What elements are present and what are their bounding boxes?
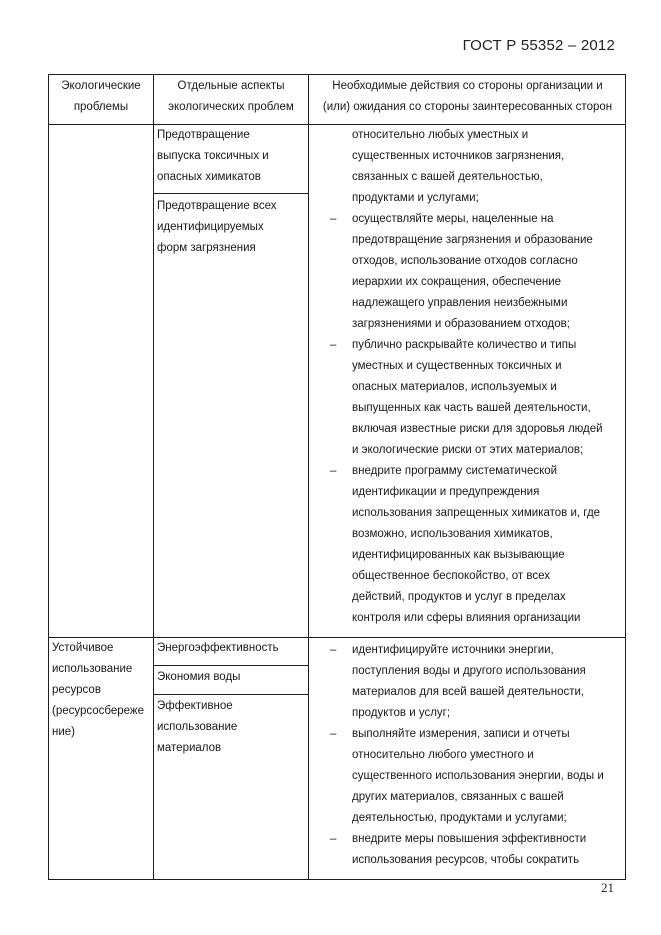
- list-bullet: –: [330, 213, 337, 225]
- issue-cell: Устойчивое использование ресурсов (ресурсосбереже ние): [52, 642, 145, 738]
- aspect-divider: [153, 694, 308, 695]
- action-continuation: относительно любых уместных и существенных источников загрязнения, связанных с вашей деятельностью, продуктами и услугами;: [352, 129, 565, 204]
- action-item: выполняйте измерения, записи и отчеты относительно любого уместного и существенного использования энергии, воды и других материалов, связанных с вашей деятельностью, продуктами и услугами;: [352, 728, 604, 824]
- document-standard-id: ГОСТ Р 55352 – 2012: [462, 37, 615, 54]
- list-bullet: –: [330, 833, 337, 845]
- action-item: внедрите программу систематической идентификации и предупреждения использования запрещенных химикатов и, где возможно, использования химикатов, идентифицированных как вызывающие общественное беспокойство, от всех действий, продуктов и услуг в пределах контроля или сферы влияния организации: [352, 465, 601, 624]
- aspect-cell: Экономия воды: [157, 671, 241, 683]
- aspect-divider: [153, 665, 308, 666]
- action-item: внедрите меры повышения эффективности использования ресурсов, чтобы сократить: [352, 833, 587, 866]
- column-header-actions: Необходимые действия со стороны организации и (или) ожидания со стороны заинтересованных сторон: [322, 80, 613, 113]
- aspect-cell: Энергоэффективность: [157, 642, 279, 654]
- list-bullet: –: [330, 728, 337, 740]
- aspect-cell: Эффективное использование материалов: [157, 700, 238, 754]
- aspect-cell: Предотвращение выпуска токсичных и опасных химикатов: [157, 129, 269, 183]
- list-bullet: –: [330, 339, 337, 351]
- action-item: осуществляйте меры, нацеленные на предотвращение загрязнения и образование отходов, использование отходов согласно иерархии их сокращения, обеспечение надлежащего управления неизбежными загрязнениями и образованием отходов;: [352, 213, 593, 330]
- action-item: публично раскрывайте количество и типы уместных и существенных токсичных и опасных материалов, используемых и выпущенных как часть вашей деятельности, включая известные риски для здоровья людей и экологические риски от этих материалов;: [352, 339, 603, 456]
- column-header-issues: Экологические проблемы: [61, 80, 141, 113]
- action-item: идентифицируйте источники энергии, поступления воды и другого использования материалов для всей вашей деятельности, продуктов и услуг;: [352, 644, 586, 719]
- column-header-aspects: Отдельные аспекты экологических проблем: [168, 80, 294, 113]
- aspect-cell: Предотвращение всех идентифицируемых форм загрязнения: [157, 200, 277, 254]
- column-divider-2: [308, 74, 309, 880]
- list-bullet: –: [330, 465, 337, 477]
- page-number: 21: [601, 880, 614, 895]
- aspect-divider: [153, 193, 308, 194]
- column-divider-1: [153, 74, 154, 880]
- list-bullet: –: [330, 644, 337, 656]
